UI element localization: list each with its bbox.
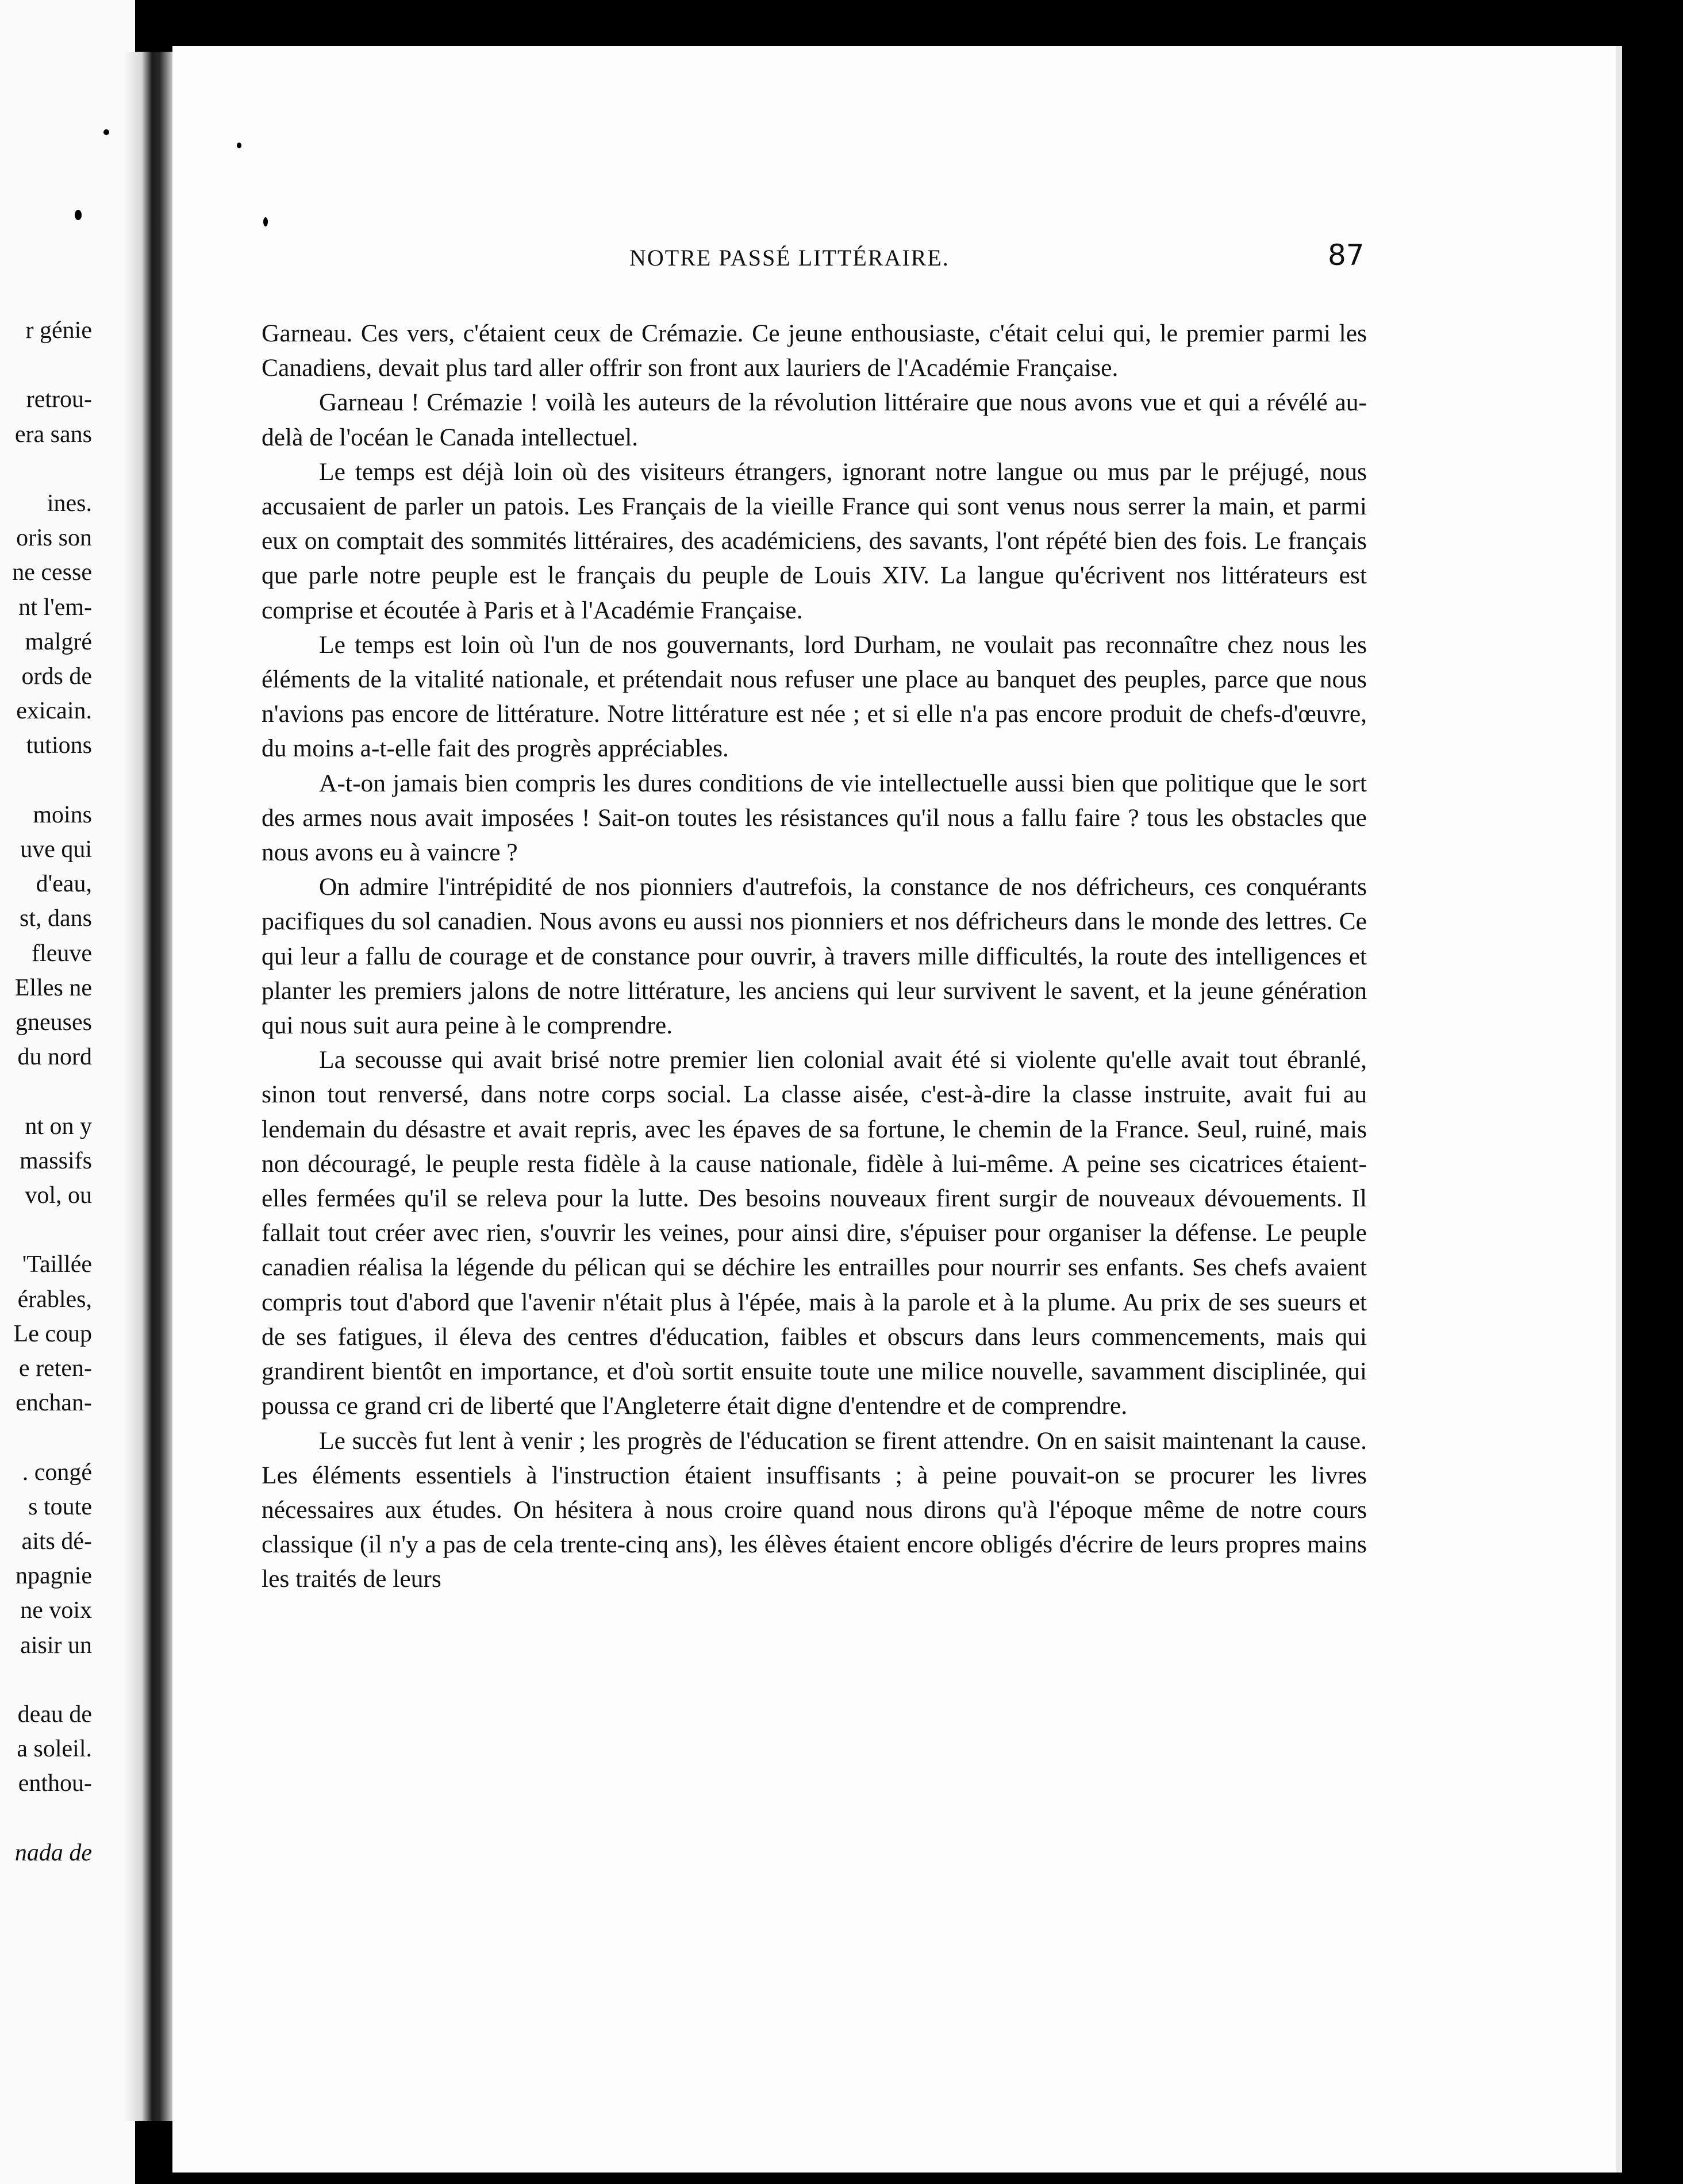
- facing-page-line: [0, 1801, 92, 1836]
- facing-page-line: Elles ne: [14, 974, 92, 1001]
- paragraph: A-t-on jamais bien compris les dures conditions de vie intellectuelle aussi bien que politique que le sort des armes nous avait imposées ! Sait-on toutes les résistances qu'il nous a fallu faire ? tous les obstacles que nous avons eu à vaincre ?: [262, 769, 1367, 867]
- running-head: NOTRE PASSÉ LITTÉRAIRE.: [629, 245, 950, 271]
- facing-page-line: nada de: [14, 1839, 92, 1866]
- facing-page-line: massifs: [20, 1147, 92, 1174]
- paragraph: Le succès fut lent à venir ; les progrès de l'éducation se firent attendre. On en saisit maintenant la cause. Les éléments essentiels à l'instruction étaient insuffisants ; à peine pouvait-on se procurer les livres nécessaires aux études. On hésitera à nous croire quand nous dirons qu'à l'époque même de notre cours classique (il n'y a pas de cela trente-cinq ans), les élèves étaient encore obligés d'écrire de leurs propres mains les traités de leurs: [262, 1426, 1367, 1593]
- facing-page-line: [0, 763, 92, 798]
- facing-page-line: tutions: [26, 732, 92, 759]
- facing-page-line: gneuses: [16, 1009, 92, 1036]
- paragraph: On admire l'intrépidité de nos pionniers d'autrefois, la constance de nos défricheurs, ces conquérants pacifiques du sol canadien. Nous avons eu aussi nos pionniers et nos défricheurs dans le monde des lettres. Ce qui leur a fallu de courage et de constance pour ouvrir, à travers mille difficultés, la route des intelligences et planter les premiers jalons de notre littérature, les anciens qui leur survivent le savent, et la jeune génération qui nous suit aura peine à le comprendre.: [262, 873, 1367, 1040]
- facing-page: [0, 0, 135, 2184]
- facing-page-line: retrou-: [26, 386, 92, 413]
- facing-page-line: aits dé-: [21, 1528, 92, 1555]
- facing-page-line: du nord: [17, 1044, 92, 1071]
- facing-page-line: ines.: [47, 490, 92, 517]
- facing-page-line: e reten-: [18, 1355, 92, 1382]
- body-text: [262, 316, 1367, 1597]
- facing-page-line: uve qui: [20, 836, 92, 863]
- facing-page-line: a soleil.: [17, 1736, 92, 1763]
- paragraph: La secousse qui avait brisé notre premier lien colonial avait été si violente qu'elle avait tout ébranlé, sinon tout renversé, dans notre corps social. La classe aisée, c'est-à-dire la classe instruite, avait fui au lendemain du désastre et avait repris, avec les épaves de sa fortune, le chemin de la France. Seul, ruiné, mais non découragé, le peuple resta fidèle à la cause nationale, fidèle à lui-même. A peine ses cicatrices étaient-elles fermées qu'il se releva pour la lutte. Des besoins nouveaux firent surgir de nouveaux dévouements. Il fallait tout créer avec rien, s'ouvrir les veines, pour ainsi dire, s'épuiser pour organiser la défense. Le peuple canadien réalisa la légende du pélican qui se déchire les entrailles pour nourrir ses enfants. Ses chefs avaient compris tout d'abord que l'avenir n'était plus à l'épée, mais à la parole et à la plume. Au prix de ses sueurs et de ses fatigues, il éleva des centres d'éducation, faibles et obscurs dans leurs commencements, mais qui grandirent bientôt en importance, et d'où sortit ensuite toute une milice nouvelle, savamment disciplinée, qui poussa ce grand cri de liberté que l'Angleterre était digne d'entendre et de comprendre.: [262, 1046, 1367, 1420]
- facing-page-line: r génie: [25, 317, 92, 344]
- scan-speck: [263, 217, 268, 226]
- facing-page-line: enchan-: [16, 1390, 92, 1417]
- facing-page-text: [0, 313, 92, 1870]
- facing-page-line: deau de: [17, 1701, 92, 1728]
- facing-page-line: moins: [33, 801, 92, 828]
- scan-speck: [75, 210, 82, 220]
- paragraph: Garneau. Ces vers, c'étaient ceux de Crémazie. Ce jeune enthousiaste, c'était celui qui, le premier parmi les Canadiens, devait plus tard aller offrir son front aux lauriers de l'Académie Française.: [262, 320, 1367, 382]
- scan-speck: [237, 143, 241, 148]
- facing-page-line: malgré: [25, 628, 92, 655]
- facing-page-line: [0, 348, 92, 382]
- paragraph: Le temps est déjà loin où des visiteurs étrangers, ignorant notre langue ou mus par le préjugé, nous accusaient de parler un patois. Les Français de la vieille France qui sont venus nous serrer la main, et parmi eux on comptait des sommités littéraires, des académiciens, des savants, l'ont répété bien des fois. Le français que parle notre peuple est le français du peuple de Louis XIV. La langue qu'écrivent nos littérateurs est comprise et écoutée à Paris et à l'Académie Française.: [262, 457, 1367, 624]
- facing-page-line: nt l'em-: [18, 594, 92, 621]
- facing-page-line: ne voix: [20, 1597, 92, 1624]
- page-edge: [1616, 46, 1622, 2173]
- facing-page-line: nt on y: [25, 1113, 92, 1140]
- facing-page-line: [0, 1663, 92, 1697]
- facing-page-line: [0, 1213, 92, 1247]
- facing-page-line: s toute: [28, 1493, 92, 1520]
- facing-page-line: era sans: [14, 421, 92, 448]
- book-gutter: [124, 52, 175, 2121]
- facing-page-line: aisir un: [20, 1632, 92, 1659]
- facing-page-line: ne cesse: [12, 559, 92, 586]
- facing-page-line: . congé: [22, 1459, 92, 1486]
- facing-page-line: vol, ou: [25, 1182, 92, 1209]
- page-number: 87: [1328, 239, 1365, 272]
- facing-page-line: fleuve: [32, 940, 92, 967]
- scan-speck: [103, 129, 109, 135]
- paragraph: Le temps est loin où l'un de nos gouvernants, lord Durham, ne voulait pas reconnaître chez nous les éléments de la vitalité nationale, et prétendait nous refuser une place au banquet des peuples, parce que nous n'avions pas encore de littérature. Notre littérature est née ; et si elle n'a pas encore produit de chefs-d'œuvre, du moins a-t-elle fait des progrès appréciables.: [262, 630, 1367, 763]
- facing-page-line: [0, 1420, 92, 1455]
- facing-page-line: npagnie: [16, 1563, 92, 1590]
- facing-page-line: d'eau,: [36, 871, 92, 898]
- facing-page-line: érables,: [17, 1286, 92, 1313]
- facing-page-line: [0, 1074, 92, 1109]
- facing-page-line: oris son: [16, 525, 92, 552]
- facing-page-line: [0, 452, 92, 486]
- facing-page-line: Le coup: [13, 1320, 92, 1347]
- facing-page-line: st, dans: [20, 905, 92, 932]
- facing-page-line: exicain.: [16, 698, 92, 725]
- facing-page-line: ords de: [21, 663, 92, 690]
- paragraph: Garneau ! Crémazie ! voilà les auteurs de la révolution littéraire que nous avons vue et qui a révélé au-delà de l'océan le Canada intellectuel.: [262, 389, 1367, 451]
- facing-page-line: 'Taillée: [22, 1251, 92, 1278]
- facing-page-line: enthou-: [18, 1770, 92, 1797]
